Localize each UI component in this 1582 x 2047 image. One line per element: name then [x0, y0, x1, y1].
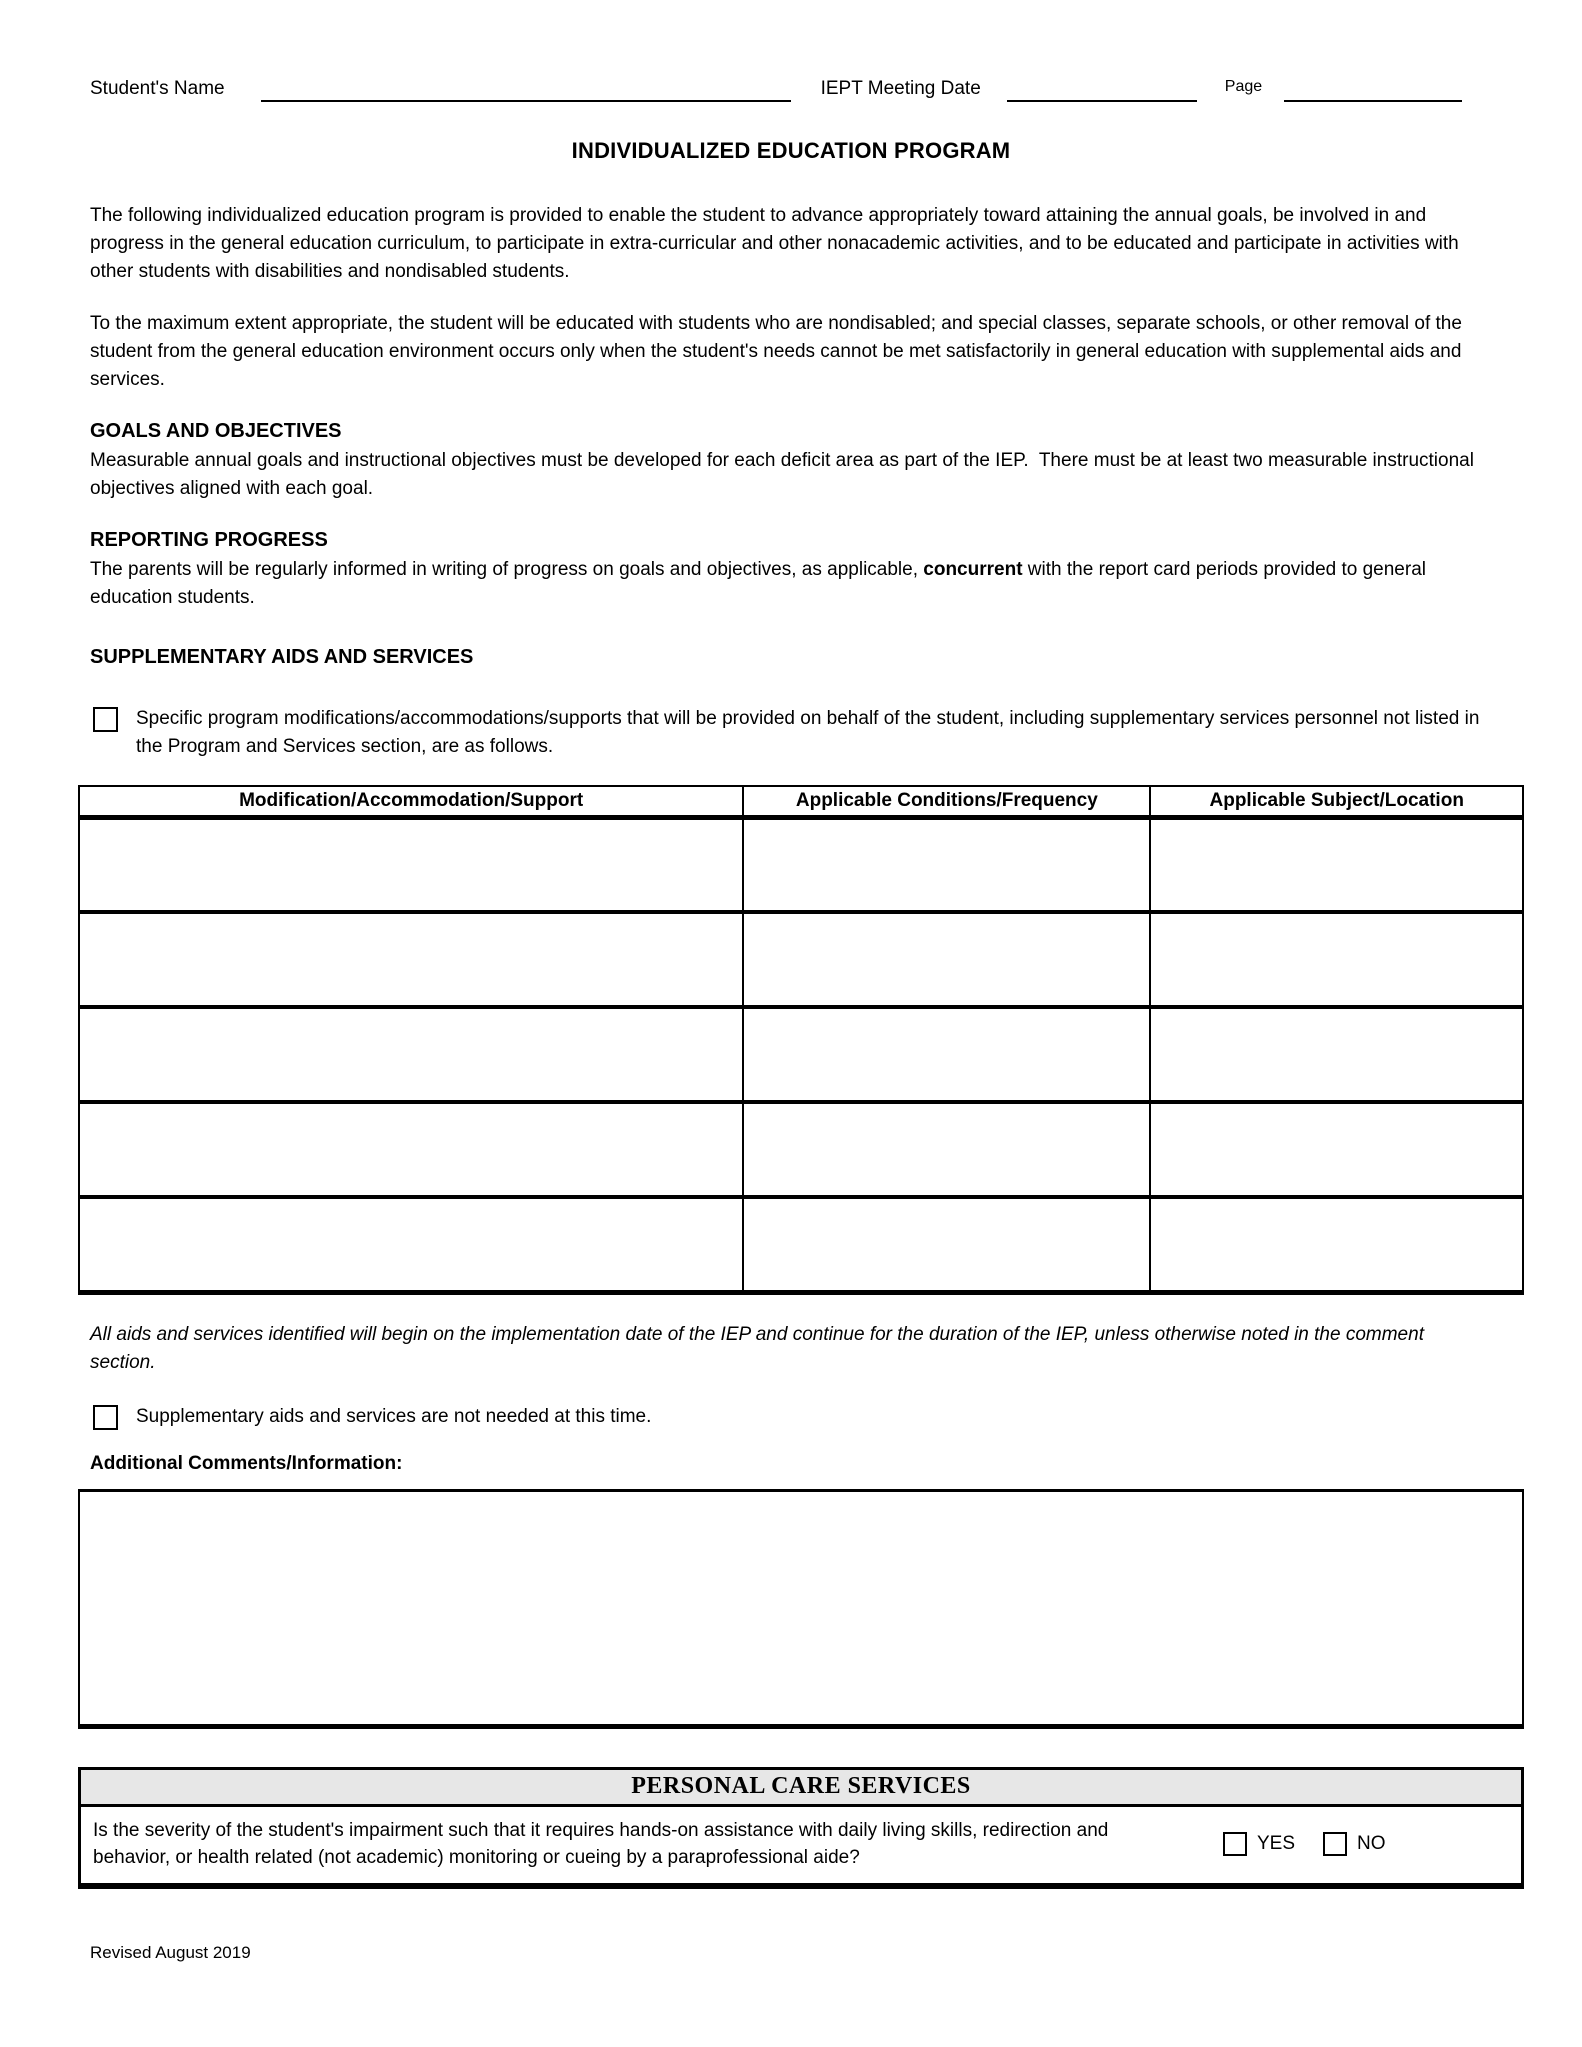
table-cell[interactable]: [743, 817, 1150, 912]
table-row: [79, 1007, 1523, 1102]
not-needed-checkbox-label: Supplementary aids and services are not needed at this time.: [136, 1405, 652, 1427]
column-header-modification: Modification/Accommodation/Support: [79, 786, 743, 817]
yes-label: YES: [1257, 1832, 1296, 1854]
table-cell[interactable]: [79, 817, 743, 912]
reporting-progress-paragraph: [90, 556, 1487, 612]
specific-supports-checkbox-label: Specific program modifications/accommodations/supports that will be provided on behalf of the student, including supplementary services personnel not listed in the Program and Services section, are as follows.: [136, 708, 1485, 757]
reporting-text-before: The parents will be regularly informed in writing of progress on goals and objectives, as applicable,: [90, 559, 924, 580]
not-needed-checkbox-row: [93, 1403, 1487, 1431]
personal-care-services-heading: PERSONAL CARE SERVICES: [81, 1770, 1521, 1807]
table-cell[interactable]: [79, 912, 743, 1007]
table-cell[interactable]: [743, 1197, 1150, 1292]
implementation-note: All aids and services identified will begin on the implementation date of the IEP and continue for the duration of the IEP, unless otherwise noted in the comment section.: [90, 1323, 1424, 1373]
personal-care-question: Is the severity of the student's impairment such that it requires hands-on assistance with daily living skills, redirection and behavior, or health related (not academic) monitoring or cueing by a paraprofessional aide?: [93, 1819, 1109, 1868]
no-label: NO: [1357, 1832, 1386, 1854]
personal-care-services-section: [78, 1767, 1524, 1889]
page-number-field[interactable]: [1284, 78, 1462, 102]
table-row: [79, 912, 1523, 1007]
header-fields-row: [90, 78, 1522, 102]
personal-care-choices: [1223, 1832, 1404, 1856]
intro-paragraph-2: To the maximum extent appropriate, the student will be educated with students who are nondisabled; and special classes, separate schools, or other removal of the student from the general education environment occurs only when the student's needs cannot be met satisfactorily in general education with supplemental aids and services.: [90, 313, 1468, 390]
table-cell[interactable]: [79, 1102, 743, 1197]
supports-table: [78, 785, 1524, 1295]
table-cell[interactable]: [79, 1007, 743, 1102]
goals-objectives-heading: GOALS AND OBJECTIVES: [90, 420, 342, 442]
reporting-text-bold: concurrent: [923, 559, 1023, 580]
table-cell[interactable]: [743, 912, 1150, 1007]
goals-objectives-paragraph: Measurable annual goals and instructional objectives must be developed for each deficit area as part of the IEP. There must be at least two measurable instructional objectives aligned with each goal.: [90, 450, 1480, 499]
iept-meeting-date-label: IEPT Meeting Date: [820, 78, 981, 99]
no-checkbox[interactable]: [1323, 1832, 1347, 1856]
table-row: [79, 1102, 1523, 1197]
yes-checkbox[interactable]: [1223, 1832, 1247, 1856]
supports-table-header-row: [79, 786, 1523, 817]
table-cell[interactable]: [1150, 912, 1523, 1007]
reporting-progress-heading: REPORTING PROGRESS: [90, 529, 328, 551]
supports-table-body: [79, 817, 1523, 1292]
table-cell[interactable]: [79, 1197, 743, 1292]
additional-comments-box[interactable]: [78, 1489, 1524, 1729]
supplementary-aids-heading: SUPPLEMENTARY AIDS AND SERVICES: [90, 646, 474, 668]
table-cell[interactable]: [1150, 1007, 1523, 1102]
table-cell[interactable]: [1150, 817, 1523, 912]
table-row: [79, 817, 1523, 912]
additional-comments-label: Additional Comments/Information:: [90, 1452, 403, 1474]
column-header-conditions: Applicable Conditions/Frequency: [743, 786, 1150, 817]
personal-care-services-body: [81, 1807, 1521, 1883]
specific-supports-checkbox[interactable]: [93, 707, 118, 732]
column-header-subject: Applicable Subject/Location: [1150, 786, 1523, 817]
student-name-field[interactable]: [261, 78, 791, 102]
table-cell[interactable]: [1150, 1102, 1523, 1197]
page-title: INDIVIDUALIZED EDUCATION PROGRAM: [571, 138, 1011, 163]
not-needed-checkbox[interactable]: [93, 1405, 118, 1430]
student-name-label: Student's Name: [90, 78, 225, 99]
table-row: [79, 1197, 1523, 1292]
page-label: Page: [1224, 78, 1263, 95]
table-cell[interactable]: [743, 1007, 1150, 1102]
table-cell[interactable]: [743, 1102, 1150, 1197]
table-cell[interactable]: [1150, 1197, 1523, 1292]
specific-supports-checkbox-row: [93, 705, 1487, 761]
intro-paragraph-1: The following individualized education program is provided to enable the student to advance appropriately toward attaining the annual goals, be involved in and progress in the general education curriculum, to participate in extra-curricular and other nonacademic activities, and to be educated and participate in activities with other students with disabilities and nondisabled students.: [90, 205, 1465, 282]
reporting-text-after: with the report card periods provided to general education students.: [90, 559, 1432, 608]
iept-meeting-date-field[interactable]: [1007, 78, 1197, 102]
revision-footer: Revised August 2019: [90, 1942, 251, 1962]
